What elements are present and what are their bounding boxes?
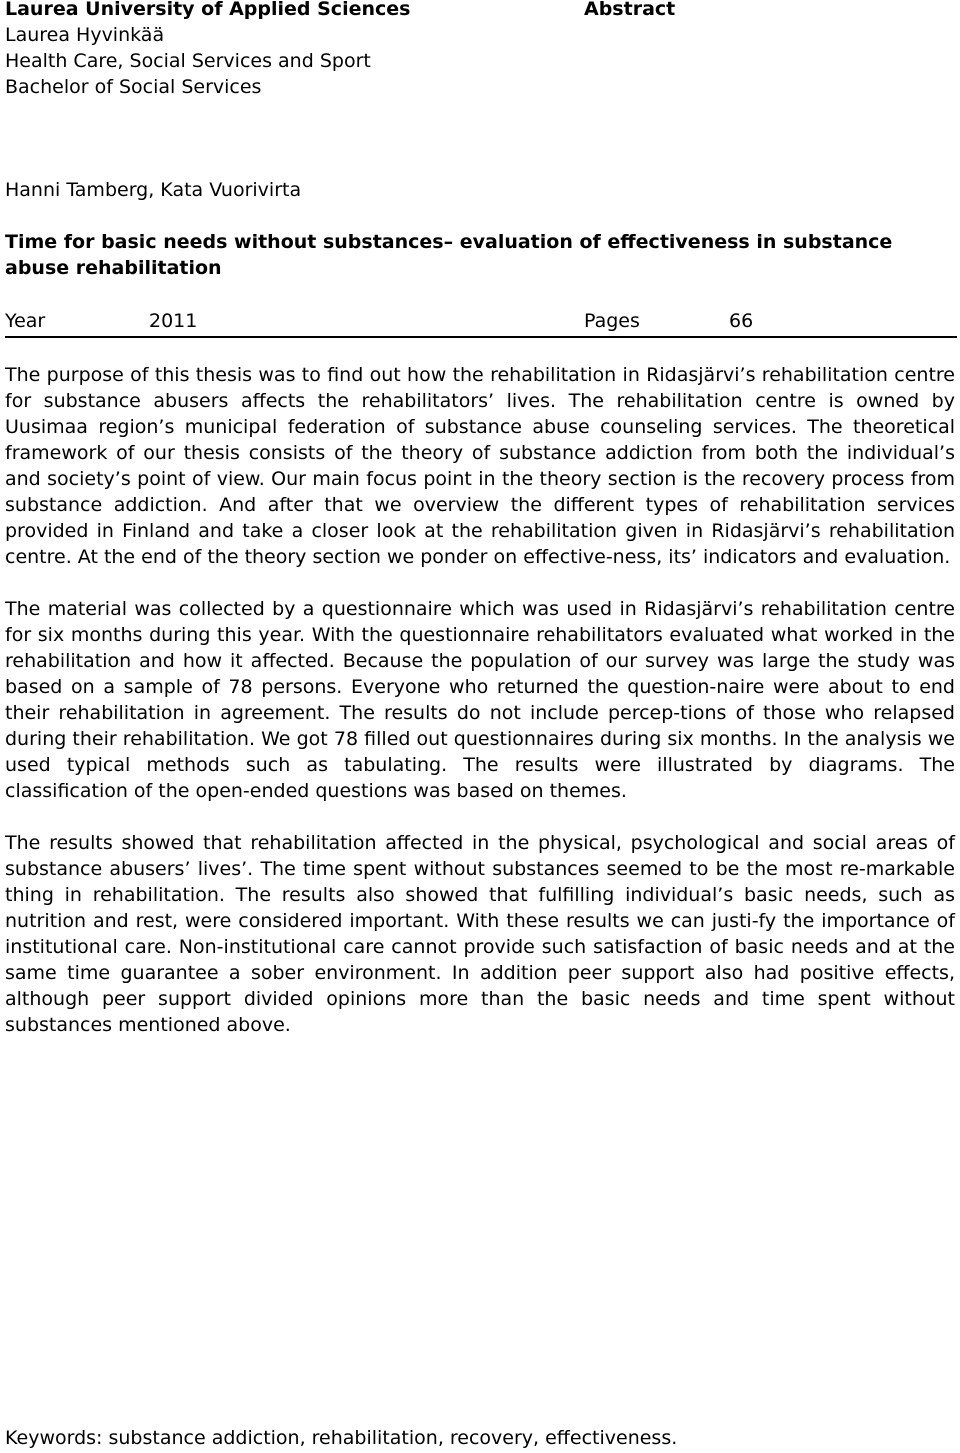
abstract-heading: Abstract [584,0,676,20]
abstract-body [5,362,955,1064]
year-value: 2011 [149,310,198,332]
campus-name: Laurea Hyvinkää [5,24,165,46]
authors: Hanni Tamberg, Kata Vuorivirta [5,179,302,201]
pages-value: 66 [729,310,754,332]
keywords: Keywords: substance addiction, rehabilitation, recovery, effectiveness. [5,1427,678,1449]
pages-label: Pages [584,310,640,332]
field-of-study: Health Care, Social Services and Sport [5,50,371,72]
institution-block [5,0,565,100]
year-label: Year [5,310,46,332]
meta-row [5,308,957,338]
abstract-paragraph: The purpose of this thesis was to find out how the rehabilitation in Ridasjärvi’s rehabilitation centre for substance abusers affects the rehabilitators’ lives. The rehabilitation centre is owned by Uusimaa region’s municipal federation of substance abuse counseling services. The theoretical framework of our thesis consists of the theory of substance addiction from both the individual’s and society’s point of view. Our main focus point in the theory section is the recovery process from substance addiction. And after that we overview the different types of rehabilitation services provided in Finland and take a closer look at the rehabilitation given in Ridasjärvi’s rehabilitation centre. At the end of the theory section we ponder on effective-ness, its’ indicators and evaluation. [5,364,955,568]
university-name: Laurea University of Applied Sciences [5,0,411,20]
thesis-title: Time for basic needs without substances– evaluation of effectiveness in substance abuse rehabilitation [5,231,893,279]
abstract-paragraph: The results showed that rehabilitation affected in the physical, psychological and social areas of substance abusers’ lives’. The time spent without substances seemed to be the most re-markable thing in rehabilitation. The results also showed that fulfilling individual’s basic needs, such as nutrition and rest, were considered important. With these results we can justi-fy the importance of institutional care. Non-institutional care cannot provide such satisfaction of basic needs and at the same time guarantee a sober environment. In addition peer support also had positive effects, although peer support divided opinions more than the basic needs and time spent without substances mentioned above. [5,832,955,1036]
degree-programme: Bachelor of Social Services [5,76,262,98]
abstract-paragraph: The material was collected by a questionnaire which was used in Ridasjärvi’s rehabilitation centre for six months during this year. With the questionnaire rehabilitators evaluated what worked in the rehabilitation and how it affected. Because the population of our survey was large the study was based on a sample of 78 persons. Everyone who returned the question-naire were about to end their rehabilitation in agreement. The results do not include percep-tions of those who relapsed during their rehabilitation. We got 78 filled out questionnaires during six months. In the analysis we used typical methods such as tabulating. The results were illustrated by diagrams. The classification of the open-ended questions was based on themes. [5,598,955,802]
